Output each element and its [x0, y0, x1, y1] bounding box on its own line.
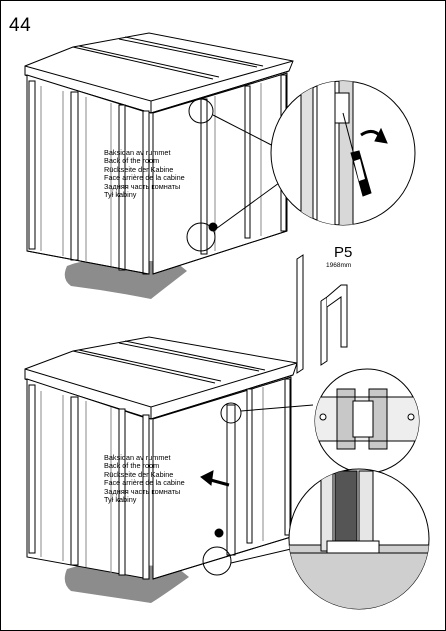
caption-top: [104, 149, 185, 199]
part-code: P5: [334, 244, 353, 261]
caption-line: Face arrière de la cabine: [104, 478, 185, 488]
caption-line: Задняя часть комнаты: [104, 486, 181, 496]
detail-screwdriver: [271, 71, 415, 241]
detail-floor-joint: [287, 469, 433, 615]
part-length: 1968mm: [326, 262, 352, 269]
assembly-illustration: [1, 1, 445, 630]
caption-line: Face arrière de la cabine: [104, 173, 185, 183]
caption-line: Back of the room: [104, 461, 160, 471]
caption-line: Tył kabiny: [104, 190, 137, 200]
caption-bottom: [104, 454, 185, 504]
caption-line: Baksidan av rummet: [104, 148, 171, 157]
step-number: 44: [9, 15, 32, 36]
caption-line: Back of the room: [104, 156, 160, 166]
caption-line: Rückseite der Kabine: [104, 164, 174, 174]
caption-line: Задняя часть комнаты: [104, 181, 181, 191]
caption-line: Rückseite der Kabine: [104, 469, 174, 479]
caption-line: Tył kabiny: [104, 495, 137, 505]
part-p5-profile: [297, 255, 347, 373]
detail-profile-section: [311, 369, 423, 473]
caption-line: Baksidan av rummet: [104, 453, 171, 462]
